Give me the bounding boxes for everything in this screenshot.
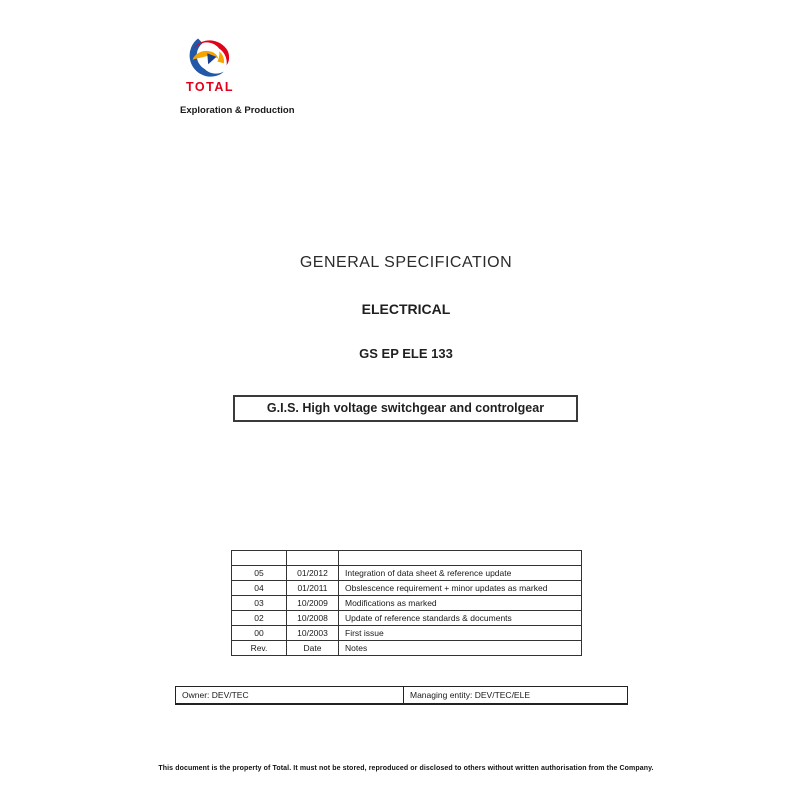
notes-cell: Update of reference standards & documents: [339, 611, 582, 626]
managing-entity-cell: Managing entity: DEV/TEC/ELE: [410, 690, 531, 700]
confidentiality-note: This document is the property of Total. It must not be stored, reproduced or disclosed to others without written authorisation from the Company.: [158, 765, 654, 772]
table-row: [232, 566, 582, 581]
title-discipline: ELECTRICAL: [361, 301, 451, 317]
total-wordmark: TOTAL: [186, 80, 235, 94]
doc-number: GS EP ELE 133: [359, 346, 453, 361]
title-general-specification: GENERAL SPECIFICATION: [299, 254, 513, 271]
revision-table: [231, 550, 582, 656]
rev-cell: 04: [232, 581, 287, 596]
ownership-strip: [175, 686, 628, 705]
notes-cell: Integration of data sheet & reference update: [339, 566, 582, 581]
notes-cell: First issue: [339, 626, 582, 641]
empty-cell: [232, 551, 287, 566]
date-header-cell: Date: [287, 641, 339, 656]
date-cell: 10/2008: [287, 611, 339, 626]
empty-cell: [287, 551, 339, 566]
rev-cell: 00: [232, 626, 287, 641]
date-cell: 10/2009: [287, 596, 339, 611]
rev-header-cell: Rev.: [232, 641, 287, 656]
table-row: [232, 581, 582, 596]
table-row: [232, 626, 582, 641]
total-globe-icon: [187, 33, 233, 79]
total-logo: [186, 33, 234, 94]
table-row: [232, 611, 582, 626]
document-title-text: G.I.S. High voltage switchgear and controlgear: [266, 401, 545, 415]
date-cell: 10/2003: [287, 626, 339, 641]
document-title-box: [233, 395, 578, 422]
notes-cell: Modifications as marked: [339, 596, 582, 611]
owner-cell: Owner: DEV/TEC: [176, 687, 404, 703]
division-label: Exploration & Production: [180, 105, 295, 116]
notes-cell: Obslescence requirement + minor updates as marked: [339, 581, 582, 596]
rev-cell: 02: [232, 611, 287, 626]
date-cell: 01/2011: [287, 581, 339, 596]
table-header-row: [232, 641, 582, 656]
date-cell: 01/2012: [287, 566, 339, 581]
rev-cell: 05: [232, 566, 287, 581]
table-row-empty: [232, 551, 582, 566]
rev-cell: 03: [232, 596, 287, 611]
empty-cell: [339, 551, 582, 566]
notes-header-cell: Notes: [339, 641, 582, 656]
table-row: [232, 596, 582, 611]
